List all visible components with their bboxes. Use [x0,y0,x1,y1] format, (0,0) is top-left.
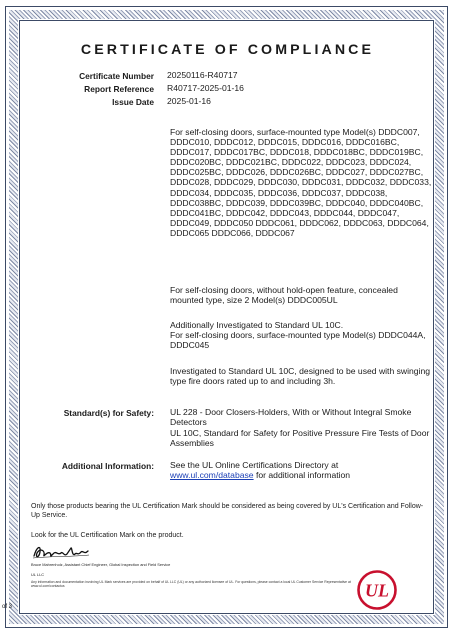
model-list-paragraph: For self-closing doors, surface-mounted type Model(s) DDDC007, DDDC010, DDDC012, DDDC015, DDDC016, DDDC016BC, DDDC017, DDDC017BC, DDDC018, DDDC018BC, DDDC019BC, DDDC020BC, DDDC021BC, DDDC022, DDDC023, DDDC024, DDDC025BC, DDDC026, DDDC026BC, DDDC027, DDDC027BC, DDDC028, DDDC029, DDDC030, DDDC031, DDDC032, DDDC033, DDDC034, DDDC035, DDDC036, DDDC037, DDDC038, DDDC038BC, DDDC039, DDDC039BC, DDDC040, DDDC040BC, DDDC041BC, DDDC042, DDDC043, DDDC044, DDDC047, DDDC049, DDDC050 DDDC061, DDDC062, DDDC063, DDDC064, DDDC065 DDDC066, DDDC067 [170,127,432,238]
issue-date-label: Issue Date [112,97,154,107]
report-reference-value: R40717-2025-01-16 [167,83,244,93]
ul-logo-text: UL [365,580,389,601]
additional-investigation-line: Additionally Investigated to Standard UL 10C. [170,320,344,330]
additional-info-line: See the UL Online Certifications Directory at [170,460,339,470]
signature-image [31,542,91,562]
additional-info-suffix: for additional information [253,470,351,481]
investigation-paragraph: Investigated to Standard UL 10C, designed to be used with swinging type fire doors rated up to and including 3h. [170,366,431,387]
additional-info-label: Additional Information: [61,461,154,471]
certificate-number-label: Certificate Number [79,71,154,81]
standards-label: Standard(s) for Safety: [63,408,154,418]
ul-database-link[interactable]: www.ul.com/database [170,470,254,481]
certification-note: Only those products bearing the UL Certification Mark should be considered as being covered by UL's Certification and Follow-Up Service. [31,503,424,519]
signatory-org: UL LLC [31,572,45,577]
inner-border [19,20,434,614]
concealed-model-paragraph: For self-closing doors, without hold-open feature, concealed mounted type, size 2 Model(s) DDDC005UL [170,285,398,306]
standard-ul228: UL 228 - Door Closers-Holders, With or Without Integral Smoke Detectors [170,407,412,428]
page-marker: of 3 [2,604,13,610]
additional-info-text [170,460,432,480]
look-for-mark-note: Look for the UL Certification Mark on the product. [31,532,184,539]
standard-ul10c: UL 10C, Standard for Safety for Positive Pressure Fire Tests of Door Assemblies [170,428,430,449]
issue-date-value: 2025-01-16 [167,96,211,106]
fine-print: Any information and documentation involving UL Mark services are provided on behalf of UL LLC (UL) or any authorized licensee of UL. For questions, please contact a local UL Customer Service Representative at www.ul.com/contactus [31,580,351,589]
certificate-title: CERTIFICATE OF COMPLIANCE [80,42,375,58]
surface-model-paragraph: For self-closing doors, surface-mounted type Model(s) DDDC044A, DDDC045 [170,330,426,351]
report-reference-label: Report Reference [84,84,154,94]
certificate-number-value: 20250116-R40717 [167,70,238,80]
ul-logo-icon [357,570,397,610]
signatory-name: Bruce Mahrenholz, Assistant Chief Engineer, Global Inspection and Field Service [31,562,171,567]
